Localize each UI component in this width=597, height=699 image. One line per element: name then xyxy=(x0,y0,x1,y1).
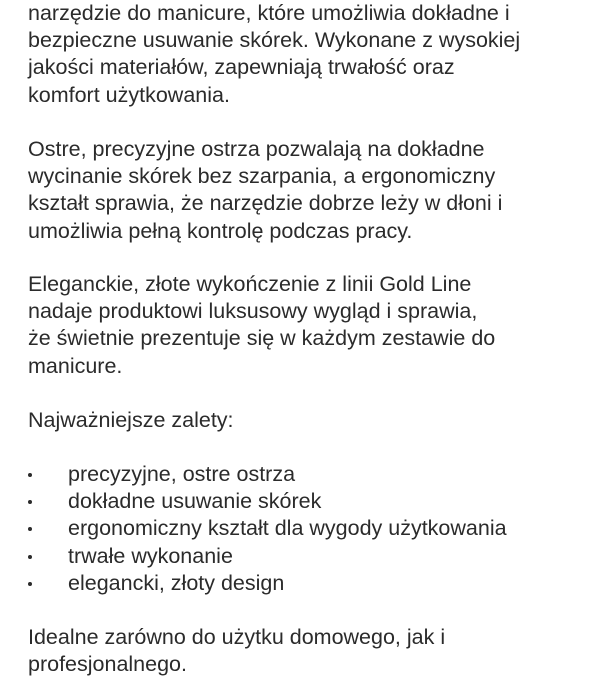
text-line: komfort użytkowania. xyxy=(28,82,230,107)
list-item xyxy=(28,570,507,597)
bullet-icon xyxy=(28,473,32,477)
list-item xyxy=(28,488,507,515)
description-paragraph-finish xyxy=(28,271,495,380)
list-item-label: dokładne usuwanie skórek xyxy=(68,489,322,514)
advantages-heading: Najważniejsze zalety: xyxy=(28,408,234,432)
text-line: Eleganckie, złote wykończenie z linii Gold Line xyxy=(28,272,472,296)
text-line: bezpieczne usuwanie skórek. Wykonane z wysokiej xyxy=(28,28,521,53)
text-line: kształt sprawia, że narzędzie dobrze leży w dłoni i xyxy=(28,191,503,216)
list-item xyxy=(28,515,507,542)
text-line: jakości materiałów, zapewniają trwałość oraz xyxy=(28,55,455,80)
description-paragraph-closing xyxy=(28,624,445,678)
text-line: Ostre, precyzyjne ostrza pozwalają na dokładne xyxy=(28,137,485,161)
list-item xyxy=(28,543,507,570)
text-line: że świetnie prezentuje się w każdym zestawie do xyxy=(28,326,496,351)
description-paragraph-intro xyxy=(28,0,520,109)
list-item-label: precyzyjne, ostre ostrza xyxy=(68,462,296,486)
text-line: narzędzie do manicure, które umożliwia dokładne i xyxy=(28,1,510,25)
list-item-label: trwałe wykonanie xyxy=(68,543,233,568)
text-line: wycinanie skórek bez szarpania, a ergonomiczny xyxy=(28,164,496,189)
text-line: profesjonalnego. xyxy=(28,652,187,677)
list-item xyxy=(28,461,507,488)
list-item-label: ergonomiczny kształt dla wygody użytkowania xyxy=(68,516,507,541)
bullet-icon xyxy=(28,582,32,586)
bullet-icon xyxy=(28,500,32,504)
text-line: Idealne zarówno do użytku domowego, jak i xyxy=(28,625,446,649)
description-paragraph-blades xyxy=(28,136,502,245)
text-line: umożliwia pełną kontrolę podczas pracy. xyxy=(28,218,413,243)
list-item-label: elegancki, złoty design xyxy=(68,570,285,595)
bullet-icon xyxy=(28,555,32,559)
text-line: nadaje produktowi luksusowy wygląd i sprawia, xyxy=(28,299,478,324)
advantages-list xyxy=(28,461,507,597)
text-line: manicure. xyxy=(28,353,123,378)
bullet-icon xyxy=(28,527,32,531)
